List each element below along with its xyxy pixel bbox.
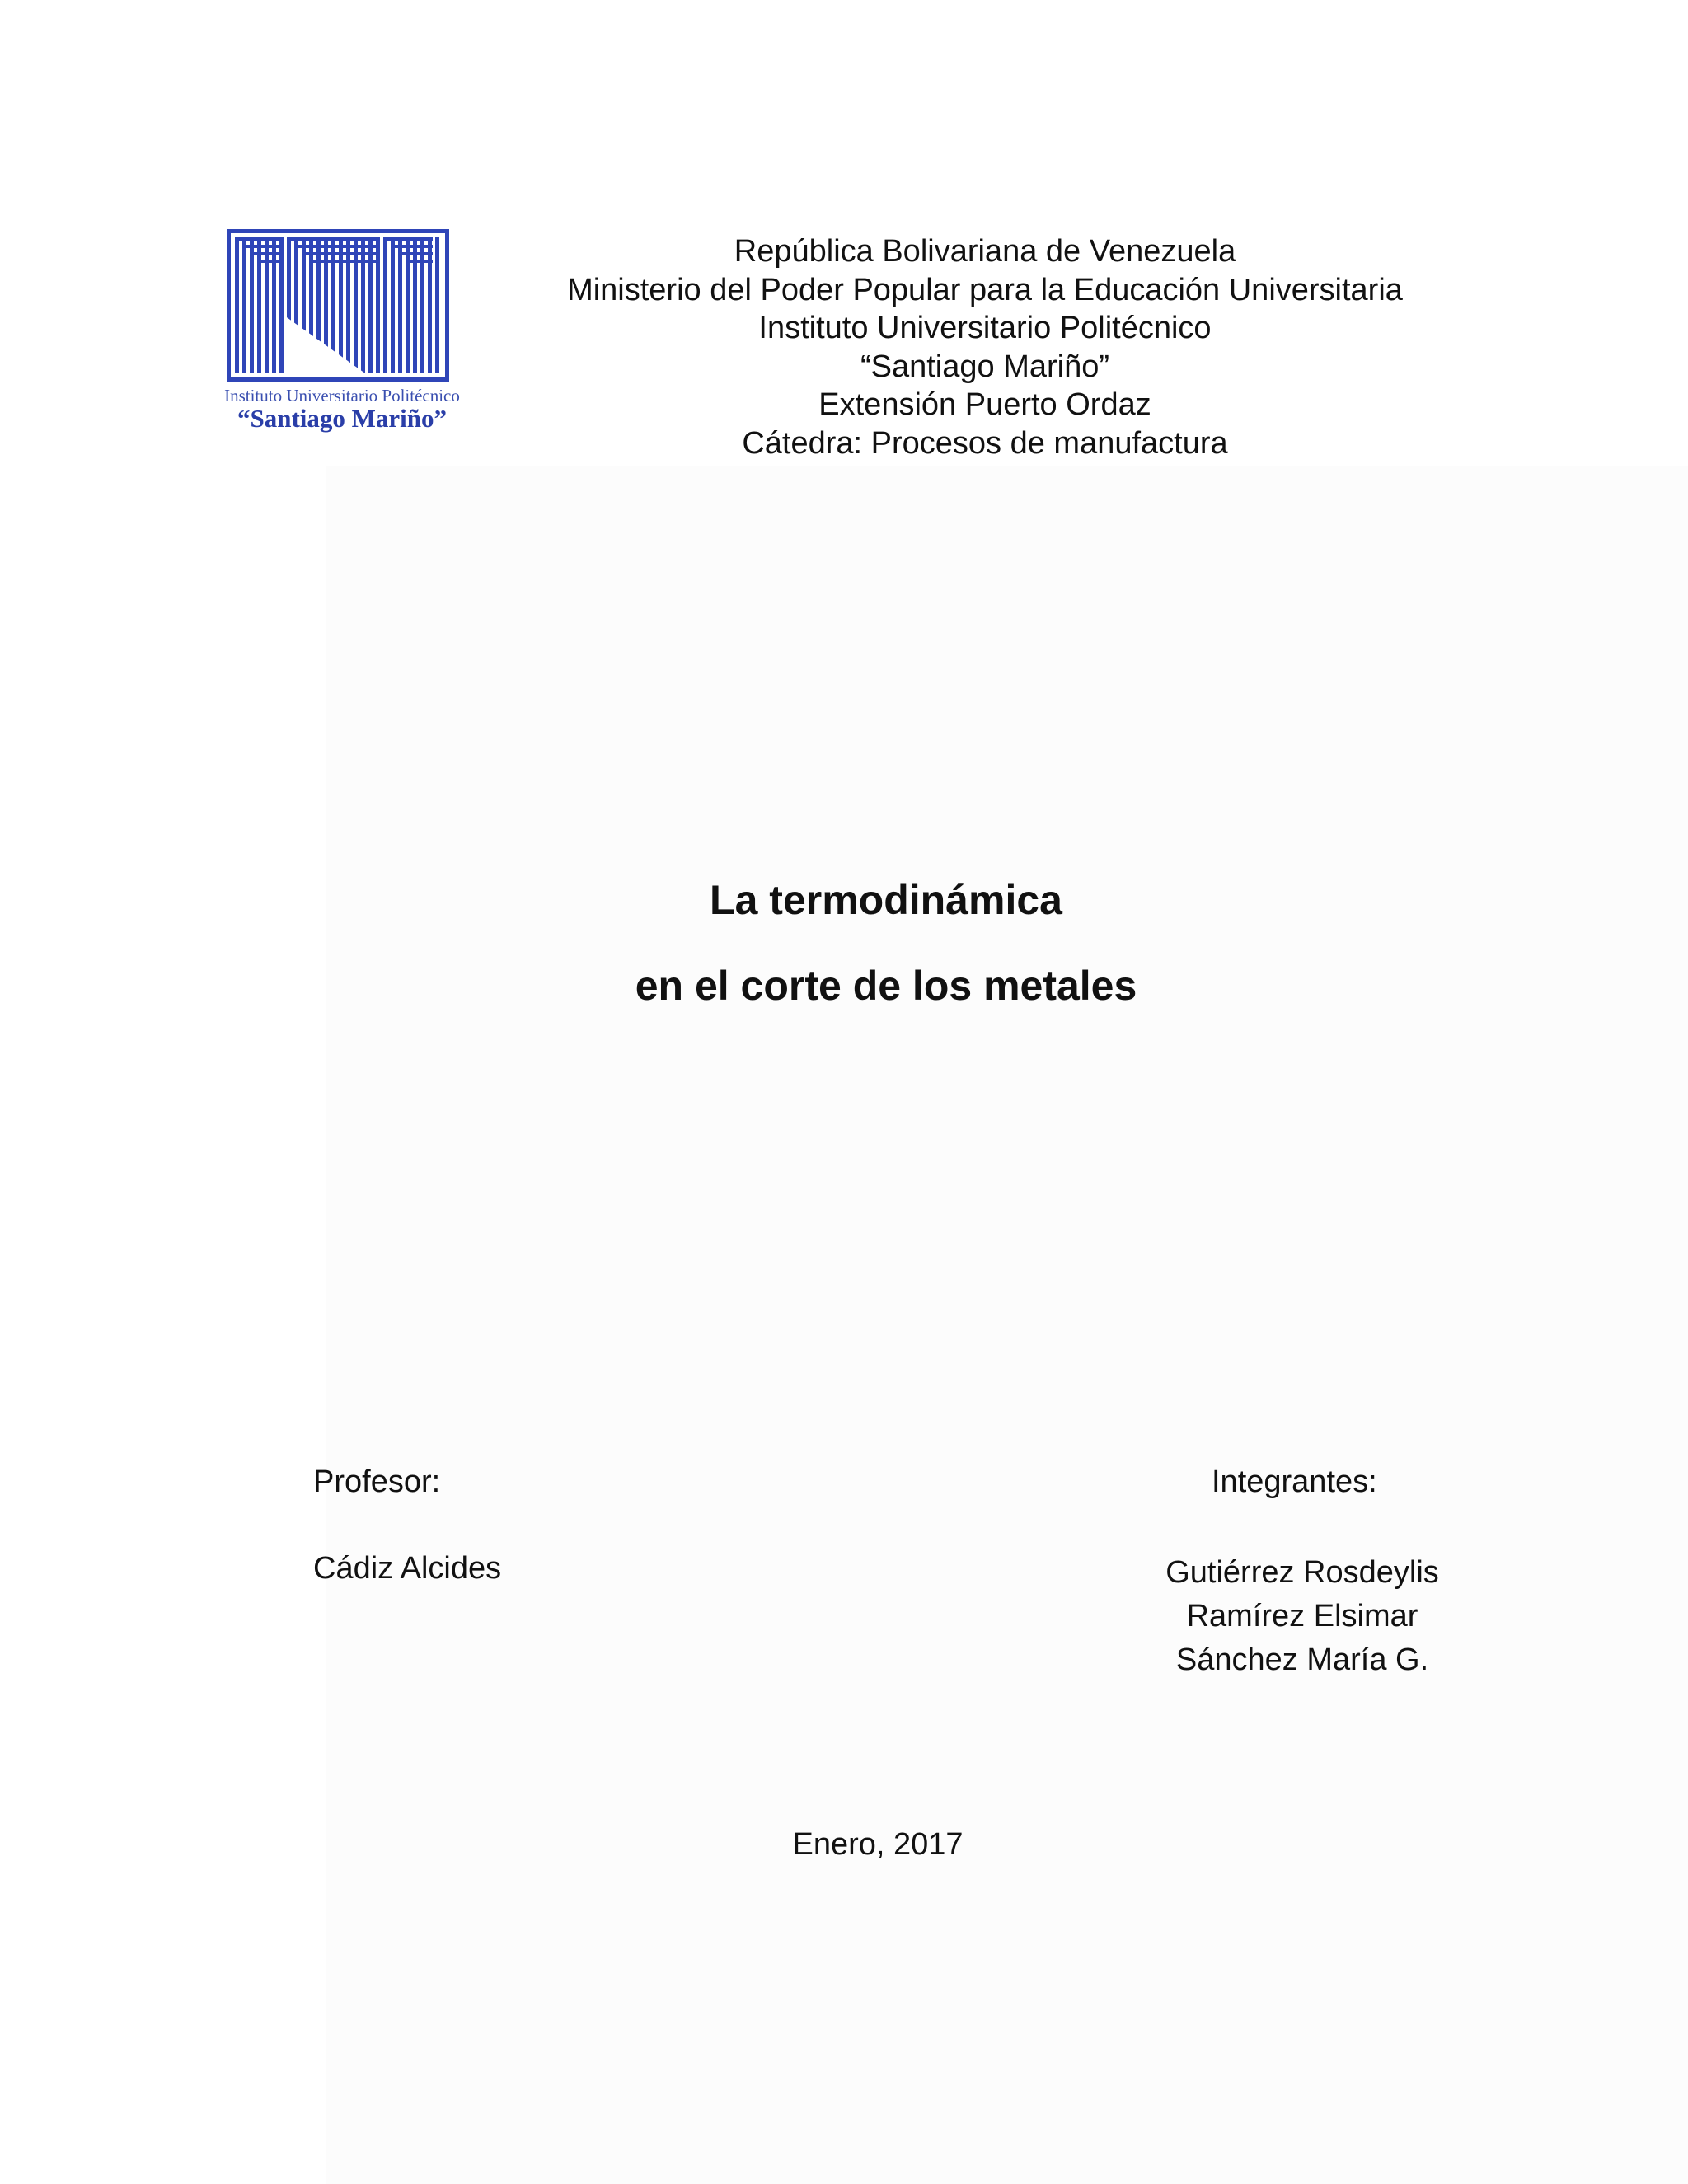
logo-emblem-icon	[202, 229, 482, 386]
title-line-1: La termodinámica	[710, 877, 1062, 923]
member-name: Sánchez María G.	[1175, 1643, 1429, 1677]
professor-name: Cádiz Alcides	[313, 1551, 502, 1586]
title-line-2: en el corte de los metales	[635, 963, 1137, 1009]
logo-name-text: “Santiago Mariño”	[237, 404, 448, 433]
member-name: Gutiérrez Rosdeylis	[1165, 1555, 1439, 1590]
institution-header	[495, 232, 1475, 462]
header-line-institute: Instituto Universitario Politécnico	[758, 311, 1212, 345]
header-line-course: Cátedra: Procesos de manufactura	[742, 425, 1228, 461]
page-background-shade	[326, 466, 1688, 2184]
members-list	[1154, 1551, 1451, 1682]
professor-label: Profesor:	[313, 1465, 441, 1499]
header-line-country: República Bolivariana de Venezuela	[734, 234, 1236, 269]
institution-logo	[202, 229, 482, 443]
header-line-ministry: Ministerio del Poder Popular para la Educación Universitaria	[567, 272, 1403, 307]
logo-institution-text: Instituto Universitario Politécnico	[224, 386, 460, 405]
member-name: Ramírez Elsimar	[1186, 1599, 1418, 1633]
document-title	[412, 857, 1360, 1029]
header-line-institute-name: “Santiago Mariño”	[860, 349, 1110, 384]
document-date: Enero, 2017	[792, 1827, 964, 1862]
members-label: Integrantes:	[1212, 1465, 1377, 1499]
header-line-extension: Extensión Puerto Ordaz	[818, 387, 1151, 422]
